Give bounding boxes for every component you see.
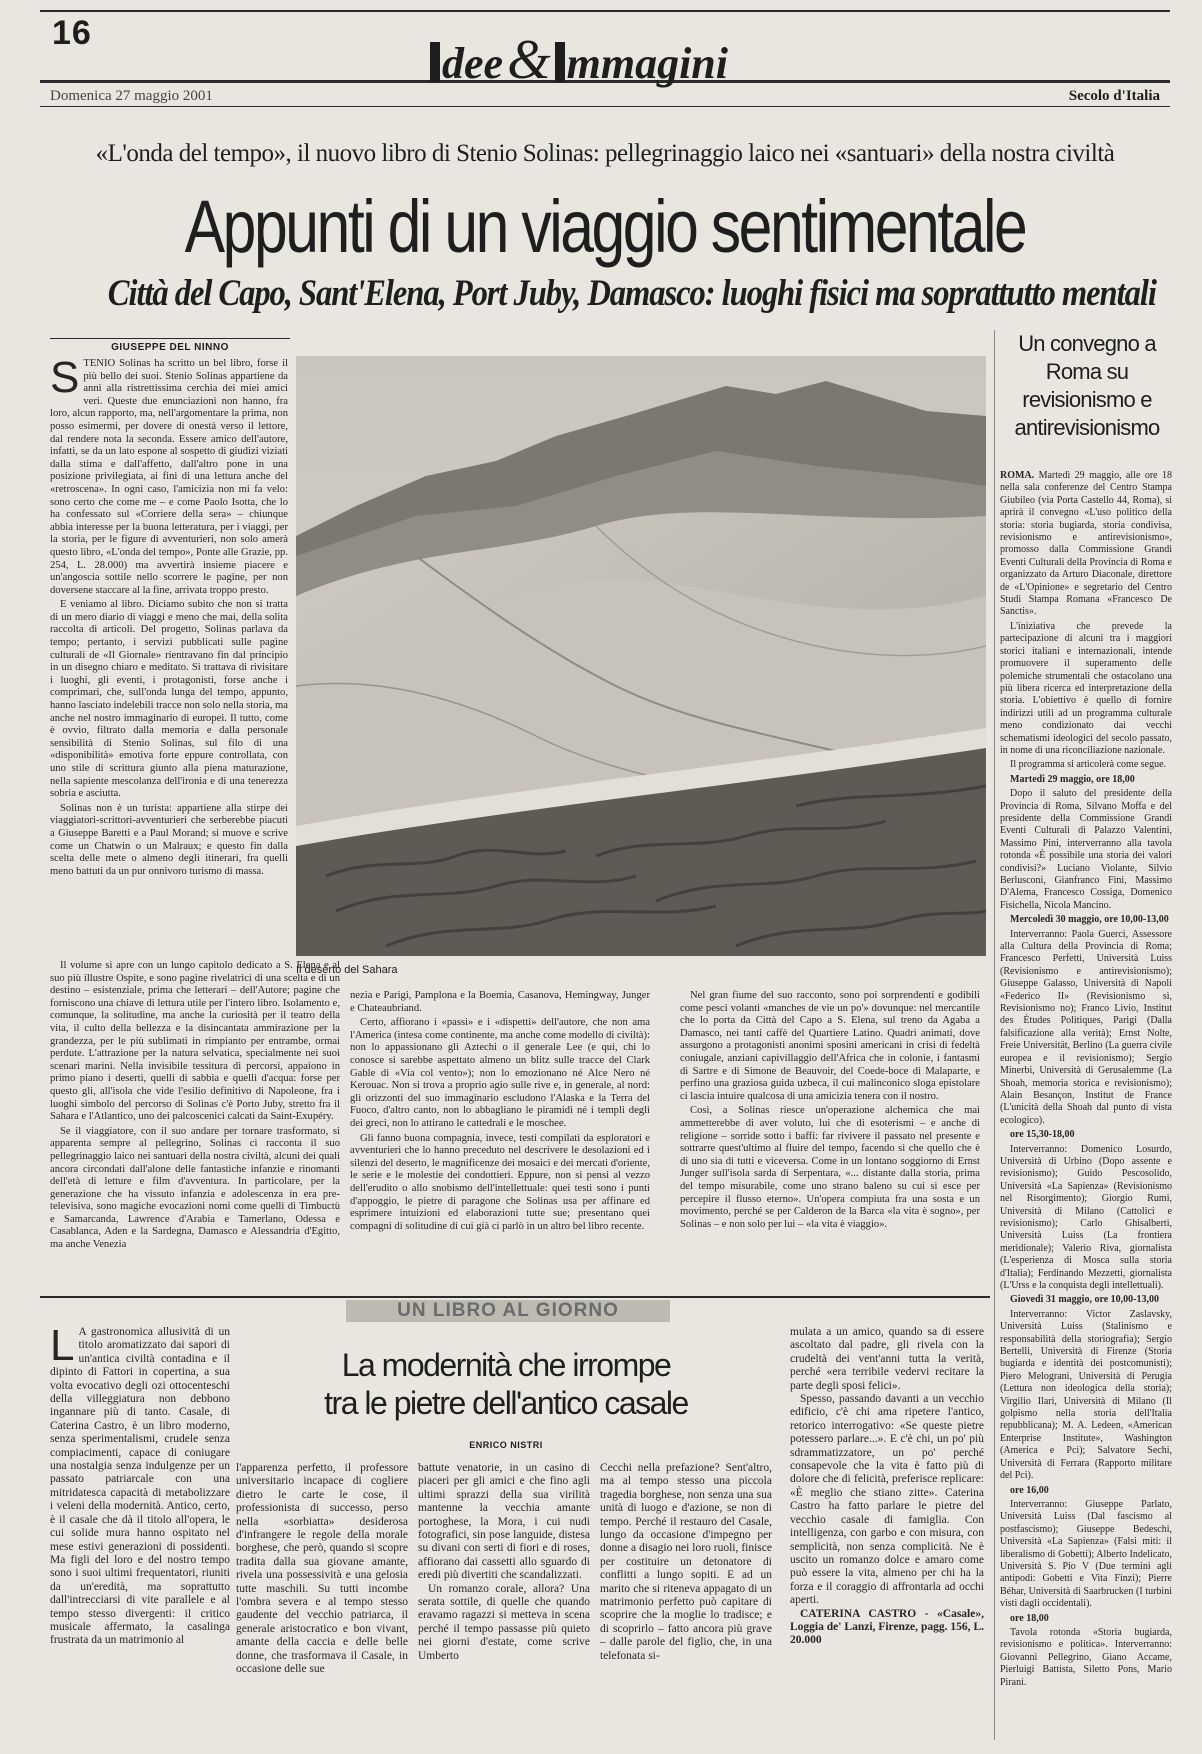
book-box-byline: ENRICO NISTRI [469,1440,543,1450]
article-column-3 [350,990,650,1290]
book-box-column-3 [418,1462,590,1740]
masthead-word-2: mmagini [566,39,728,88]
sidebar-paragraph: Il programma si articolerà come segue. [1010,759,1167,771]
masthead-letter-i2 [555,42,565,82]
book-box-paragraph: mulata a un amico, quando sa di essere ascoltato dal padre, gli rivela con la crudeltà dei vent'anni tutta la verità, perché «era terribile vedervi recitare la parte degli sposi felici». [790,1326,984,1392]
date-rule [40,106,1170,107]
sidebar-session-date: Giovedì 31 maggio, ore 10,00-13,00 [1010,1294,1159,1306]
book-box-headline-line-1: La modernità che irrompe [341,1347,671,1383]
book-box-headline-line-2: tra le pietre dell'antico casale [324,1385,688,1421]
masthead-letter-i [430,42,440,82]
article-byline: GIUSEPPE DEL NINNO [111,342,229,353]
sidebar-paragraph: Interverranno: Domenico Losurdo, Università di Urbino (Dopo assente e revisionismo); Guido Pescosolido, Università «La Sapienza» (Revisionismo nel Risorgimento); Giorgio Rumi, Università di Milano (Cattolici e revisionismo); Carlo Ghisalberti, Università Luiss (La frontiera meridionale); Valerio Riva, giornalista (L'esperienza di Mosca sulla storia d'Italia); Ferdinando Mezzetti, giornalista (L'Urss e la conquista degli intellettuali). [1000,1143,1172,1291]
book-box-paragraph: battute venatorie, in un casino di piaceri per gli amici e che fino agli ultimi sprazzi della sua virilità mantenne la vecchia amante portoghese, la Mora, i cui nudi fotografici, sin pose languide, distesa su divani con serti di fiori e di roses, affiorano dai cassetti allo sguardo di eredi più divertiti che scandalizzati. [418,1462,590,1582]
sahara-desert-photo [296,356,986,956]
drop-cap: S [50,358,80,402]
sidebar-session-date: ore 18,00 [1010,1612,1049,1624]
book-box-top-rule [40,1296,990,1298]
sidebar-session-date: ore 15,30-18,00 [1010,1129,1075,1141]
sidebar-session-date: ore 16,00 [1010,1484,1049,1496]
article-paragraph: Così, a Solinas riesce un'operazione alchemica che mai ammetterebbe di aver voluto, lui che di esoterismi – e anche di religione – sorride sotto i baffi: far rivivere il passato nel presente e sottrarre quest'ultimo al fluire del tempo, facendo sì che quello che è di uno sia di tutti e viceversa. Come in un lontano soggiorno di Ernst Junger sull'isola sarda di Serpentara, «... distante dalla storia, prima del tempo misurabile, come uno strano baleno su cui si esce per percepire il flusso eterno». Un'opera compiuta fra una sosta e un movimento, perché se per Calderon de la Barca «la vita è sogno», per Solinas – e non solo per lui – «la vita è viaggio». [680,1105,980,1230]
article-intro: TENIO Solinas ha scritto un bel libro, forse il più bello dei suoi. Stenio Solinas appartiene da anni alla ristrettissima cerchia dei miei amici veri. Queste due enunciazioni non hanno, fra loro, alcun rapporto, ma, nell'argomentare la prima, non posso esimermi, per dovere di onestà verso il lettore, dal rendere nota la seconda. Essere amico dell'autore, infatti, se da un lato espone al sospetto di giudizi viziati dalla stima e dall'affetto, dall'altro pone in una posizione privilegiata, ai fini di una lettura anche del «retroscena». In ogni caso, l'amicizia non mi fa velo: sono certo che come me – e come Paolo Isotta, che lo ha confessato sul «Corriere della sera» – chiunque abbia interesse per la buona letteratura, per i viaggi, per la storia, per le figure di avventurieri, non solo amerà questo libro, «L'onda del tempo», Ponte alle Grazie, pp. 254, L. 28.000) ma avvertirà insieme piacere e un'angoscia sottile nello scorrere le pagine, per non doversene staccare al la fine, arrivata troppo presto. [50,358,288,596]
sidebar-divider [994,330,995,1740]
section-masthead [430,28,728,92]
book-box-credit: CATERINA CASTRO - «Casale», Loggia de' Lanzi, Firenze, pagg. 156, L. 20.000 [790,1607,984,1647]
book-box-drop-cap: L [50,1326,75,1370]
masthead-ampersand: & [507,29,551,91]
article-paragraph: Certo, affiorano i «passi» e i «dispetti» dell'autore, che non ama l'America (intesa come continente, ma anche come modello di civiltà): non lo appassionano gli Aztechi o il generale Lee (e qui, chi lo conosce si sarebbe aspettato almeno un blitz sulle tracce del Clark Gable di «Via col vento»); non lo emozionano né Alce Nero né Kerouac. Non si trova a proprio agio sulle rive e, in generale, al nord: gli orizzonti del suo immaginario escludono l'Alaska e la Terra del Fuoco, d'altro canto, non lo abbagliano le piramidi né i templi degli dei greci, non lo attirano le cattedrali e le moschee. [350,1017,650,1129]
article-paragraph: Il volume si apre con un lungo capitolo dedicato a S. Elena e al suo più illustre Ospite, e sono pagine rivelatrici di una scelta e di un destino – esistenziale, prima che letterari – dell'Autore; pagine che forniscono una chiave di lettura utile per l'intero libro. Isolamento e, comunque, la solitudine, ma anche la curiosità per il teatro della vita, il culto della bellezza e la disincantata ammirazione per la grandezza, per le più sublimati in rimpianto per entrambe, ormai perdute. L'attrazione per la natura selvatica, specialmente nei suoi scenari marini. Nella invisibile tessitura di percorsi, appaiono in primo piano i deserti, quelli di sabbia e quelli d'acqua: forse per questo gli, all'isola che vide l'esilio definitivo di Napoleone, fra i luoghi simbolo del percorso di Solinas c'è Porto Juby, stretto fra il Sahara e l'Atlantico, uno dei palcoscenici calcati da Saint-Exupéry. [50,960,340,1123]
book-box-paragraph: Cecchi nella prefazione? Sent'altro, ma al tempo stesso una piccola tragedia borghese, non senza una sua unità di luogo e d'azione, se non di tempo. Perché il restauro del Casale, lungo da occasione d'impegno per donne a disagio nei loro ruoli, finisce per costituire un detonatore di conflitti a lungo sopiti. E ad un marito che si riteneva appagato di un matrimonio perfetto può capitare di scoprire che la moglie lo tradisce; e di scoprirlo – fatto ancora più grave – dalle parole del figlio, che, in una telefonata si- [600,1462,772,1662]
sidebar-paragraph: Dopo il saluto del presidente della Provincia di Roma, Silvano Moffa e del presidente della Commissione Grandi Eventi Culturali di Palazzo Valentini, Massimo Pini, interverranno alla tavola rotonda «È possibile una storia dei valori condivisi?» Luciano Violante, Silvio Berlusconi, Gianfranco Fini, Massimo D'Alema, Francesco Cossiga, Domenico Fisichella, Nicola Mancino. [1000,788,1172,911]
sidebar-intro: Martedì 29 maggio, alle ore 18 nella sala conferenze del Centro Stampa Giubileo (via Porta Castello 44, Roma), si aprirà il convegno «L'uso politico della storia: storia bugiarda, storia condivisa, revisionismo e antirevisionismo», promosso dalla Commissione Grandi Eventi Culturali della Provincia di Roma e organizzato da Arturo Diaconale, direttore de «L'Opinione» e segretario del Centro Studi Stampa Romana «Francesco De Sanctis». [1000,470,1172,618]
article-paragraph: Solinas non è un turista: appartiene alla stirpe dei viaggiatori-scrittori-avventurieri che serberebbe piacuti a Giuseppe Baretti e a Paul Morand; si muove e scrive come un Chatwin o un Malraux; e questo fin dalla scelta delle mete o almeno degli itinerari, fra quelli meno battuti da un pur onnivoro turismo di massa. [50,802,288,877]
desert-dunes-image [296,356,986,956]
book-box-column-2 [236,1462,408,1740]
sidebar-column [1000,470,1172,1740]
book-box-paragraph: l'apparenza perfetto, il professore universitario incapace di cogliere dietro le carte le cose, il professionista di successo, perso nella «sorbiatta» desiderosa d'infrangere le regole della morale borghese, che però, quando si scopre tradita dalla sua giovane amante, rivela una possessività e una gelosia tutte maschili. Su tutti incombe l'ombra severa e al tempo stesso gaudente del vecchio patriarca, il generale aristocratico e bon vivant, amante della caccia e delle belle donne, che trasformava il Casale, in occasione delle sue [236,1462,408,1676]
sidebar-dateline: ROMA. [1000,470,1035,481]
article-column-2 [50,960,340,1300]
sidebar-session-date: Martedì 29 maggio, ore 18,00 [1010,773,1135,785]
article-paragraph: nezia e Parigi, Pamplona e la Boemia, Casanova, Hemingway, Junger e Chateaubriand. [350,990,650,1014]
issue-date: Domenica 27 maggio 2001 [50,88,213,104]
paper-name: Secolo d'Italia [1068,88,1160,104]
top-rule [40,10,1170,12]
article-subhead: Città del Capo, Sant'Elena, Port Juby, Damasco: luoghi fisici ma soprattutto mentali [107,273,1156,314]
book-box-column-4 [600,1462,772,1740]
sidebar-paragraph: L'iniziativa che prevede la partecipazione di alcuni tra i maggiori storici italiani e internazionali, intende promuovere il superamento delle polemiche strumentali che ostacolano una più libera ricerca ed interpretazione della storia. L'obiettivo è quello di fornire indirizzi utili ad un programma culturale meno condizionato dai vecchi schematismi ideologici del secolo passato, in nome di una riconciliazione nazionale. [1000,620,1172,756]
article-paragraph: Se il viaggiatore, con il suo andare per tornare trasformato, si apparenta sempre al pellegrino, Solinas ci racconta il suo pellegrinaggio laico nei santuari della nostra civiltà, alcuni dei quali ancora circondati dall'alone delle fantastiche infanzie e rinomanti dell'età di letture e film d'avventura. In particolare, per la generazione che ha vissuto infanzia e adolescenza in era pre-televisiva, sono magiche evocazioni nomi come quelli di Timbuctù e Samarcanda, Lawrence d'Arabia e Tamerlano, Odessa e Casablanca, Aden e la Sardegna, Damasco e Alessandria d'Egitto, ma anche Venezia [50,1125,340,1251]
byline-rule [50,338,290,339]
article-column-4 [680,990,980,1290]
book-box-column-5 [790,1326,984,1740]
book-box-headline [236,1346,776,1422]
book-box-intro: A gastronomica allusività di un titolo aromatizzato dai sapori di un'antica civiltà contadina e il dipinto di Fattori in copertina, a sua volta evocativo degli ozi ottocenteschi della villeggiatura non debbono ingannare più di tanto. Casale, di Caterina Castro, è un libro moderno, senza sperimentalismi, crudele senza compiacimenti, capace di coniugare una nostalgia senza indulgenze per un passato patriarcale con una mitridatesca capacità di metabolizzare i veleni della modernità. Antico, certo, è il casale che dà il titolo all'opera, le cui solide mura hanno ospitato nel mese estivi generazioni di possidenti. Ma figli del loro e del nostro tempo sono i suoi ultimi frequentatori, riuniti da un'eredità, ma soprattutto dall'intrecciarsi di vite parallele e al tempo stesso divergenti: il critico musicale affermato, la casalinga frustrata da un matrimonio al [50,1326,230,1647]
sidebar-paragraph: Interverranno: Victor Zaslavsky, Università Luiss (Stalinismo e responsabilità della storiografia); Sergio Bertelli, Università di Firenze (Storia bugiarda e identità dei postcomunisti); Piero Melograni, Università di Perugia (Lettura non ideologica della storia); Virgilio Ilari, Università di Milano (Il golpismo nella storia dell'Italia repubblicana); M. A. Ledeen, «American Enterprise Institute», Washington (America e Pci); Salvatore Sechi, Università di Ferrara (Rapporto militare del Pci). [1000,1308,1172,1482]
article-column-1 [50,358,288,960]
photo-caption: Il deserto del Sahara [296,964,398,976]
sidebar-paragraph: Tavola rotonda «Storia bugiarda, revisionismo e politica». Interverranno: Giovanni Pellegrino, Giano Accame, Pierluigi Battista, Siletto Pons, Mario Pirani. [1000,1626,1172,1688]
sidebar-title: Un convegno a Roma su revisionismo e antirevisionismo [1014,331,1160,440]
article-paragraph: E veniamo al libro. Diciamo subito che non si tratta di un mero diario di viaggi e meno che mai, della solita raccolta di articoli. Del progetto, Solinas parlava da tempo; pertanto, i servizi pubblicati sulle pagine culturali de «Il Giornale» rientravano fin dal principio in un disegno chiaro e meditato. Si trattava di rivisitare i luoghi, gli eventi, i protagonisti, forse anche i comprimari, che, sull'onda lunga del tempo, appunto, hanno lasciato indelebili tracce non solo nella storia, ma anche nel nostro immaginario di europei. Il tutto, come è ovvio, filtrato dalla memoria e dalla personale sensibilità di Stenio Solinas, sul filo di una «disponibilità» emotiva forte eppure controllata, con uno stile di scrittura giunto alla piena maturazione, nella sapiente mescolanza dell'ironia e di una tenerezza sobria e asciutta. [50,599,288,800]
book-box-label: UN LIBRO AL GIORNO [346,1300,670,1322]
article-paragraph: Gli fanno buona compagnia, invece, testi compilati da esploratori e avventurieri che lo hanno preceduto nel descrivere le desolazioni ed i silenzi del deserto, le magnificenze dei mosaici e dei mercati d'oriente, le serie e le molestie dei condottieri. Eppure, non si pensi al vezzo dell'erudito o allo snobismo dell'intellettuale: quei testi sono i punti d'appoggio, le pietre di paragone che Solinas usa per affinare ed esprimere intuizioni ed elaborazioni tutte sue; presentano quei compagni di solitudine di cui già ci parlò in un altro bel libro recente. [350,1132,650,1232]
book-box-paragraph: Un romanzo corale, allora? Una serata sottile, di quelle che quando eravamo ragazzi si metteva in scena perché il tempo passasse più quieto nei giorni d'estate, come scrive Umberto [418,1582,590,1662]
sidebar-paragraph: Interverranno: Paola Guerci, Assessore alla Cultura della Provincia di Roma; Francesco Perfetti, Università Luiss (Revisionismo e antirevisionismo); Giuseppe Galasso, Università di Napoli «Federico II» (Revisionismo sì, Revisionismo no); Franco Livio, Institut des Études Politiques, Parigi (Dalla falsificazione alla verità); Ernst Nolte, Freie Universität, Berlino (La guerra civile europea e il revisionismo); Sergio Minerbi, Università di Gerusalemme (La Shoah, memoria storica e revisionismo); Alain Besançon, Institut de France (L'unicità della Shoah dal punto di vista ecologico). [1000,928,1172,1126]
page-number: 16 [52,14,92,52]
book-box-paragraph: Spesso, passando davanti a un vecchio edificio, c'è chi ama ripetere l'antico, retorico interrogativo: «Se queste pietre potessero parlare...». E c'è chi, un po' più sdrammatizzatore, un po' perché consapevole che la vita è fatto più di dolore che di felicità, preferisce replicare: «È meglio che stiano zitte». Caterina Castro ha fatto parlare le pietre del vecchio casale di famiglia. Con intelligenza, con garbo e con misura, con semplicità, non senza complicità. Ne è uscito un romanzo dolce e amaro come può essere la vita, almeno per chi ha la forza e il coraggio di affrontarla ad occhi aperti. [790,1393,984,1607]
sidebar-paragraph: Interverranno: Giuseppe Parlato, Università Luiss (Dal fascismo al postfascismo); Giuseppe Bedeschi, Università «La Sapienza» (Falsi miti: il liberalismo di Gobetti); Alberto Indelicato, Università S. Pio V (Due termini agli antipodi: Gobetti e Vita Finzi); Pierre Béhar, Università di Saarbrucken (I turbini visti dagli occidentali). [1000,1498,1172,1610]
article-paragraph: Nel gran fiume del suo racconto, sono poi sorprendenti e godibili come pesci volanti «manches de vie un po'» dovunque: nel mercantile che lo porta da Città del Capo a S. Elena, sul treno da Agaba a Damasco, nei tanti caffè del Quartiere Latino. Quadri animati, dove assurgono a protagonisti anonimi sposini americani in crisi di fedeltà coniugale, anziani capivillaggio dell'Africa che in colonie, i fantasmi di Sartre e di Simone de Beauvoir, del Coede-boce di Malaparte, e perfino una graziosa guida uzbeca, il cui malinconico sloga epistolare ci lascia intuire qualcosa di una amicizia tenera con il nostro. [680,990,980,1102]
article-kicker: «L'onda del tempo», il nuovo libro di Stenio Solinas: pellegrinaggio laico nei «santuari» della nostra civiltà [95,140,1115,167]
book-box-column-1 [50,1326,230,1740]
masthead-word-1: dee [442,39,504,88]
article-headline: Appunti di un viaggio sentimentale [184,185,1026,268]
sidebar-session-date: Mercoledì 30 maggio, ore 10,00-13,00 [1010,914,1169,926]
